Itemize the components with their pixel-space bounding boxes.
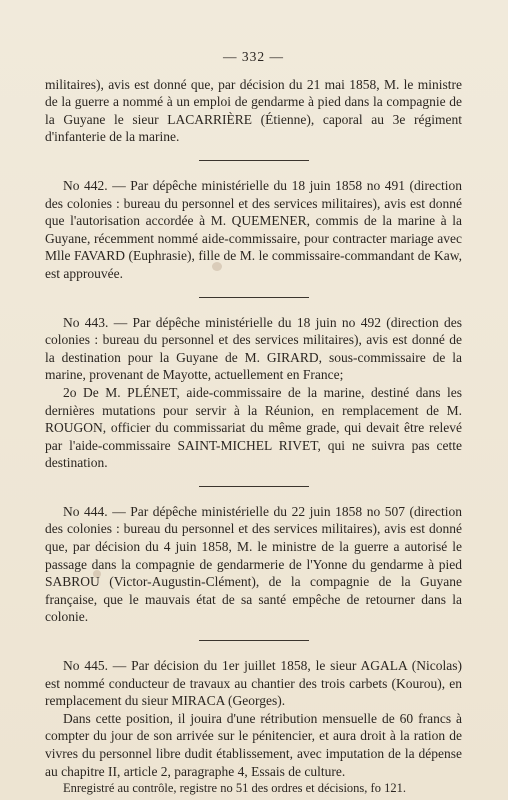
- separator: [199, 297, 309, 298]
- paragraph-442: No 442. — Par dépêche ministérielle du 18 juin 1858 no 491 (direction des colonies : bureau du personnel et des services militaires), avis est donné que l'autorisation accordée à M. QUEMENER, commis de la marine à la Guyane, récemment nommé aide-commissaire, pour contracter mariage avec Mlle FAVARD (Euphrasie), fille de M. le commissaire-commandant de Kaw, est approuvée.: [45, 177, 462, 281]
- separator: [199, 486, 309, 487]
- paragraph-443: No 443. — Par dépêche ministérielle du 18 juin no 492 (direction des colonies : bureau du personnel et des services militaires), avis est donné de la destination pour la Guyane de M. GIRARD, sous-commissaire de la marine, provenant de Mayotte, actuellement en France;: [45, 314, 462, 383]
- separator: [199, 640, 309, 641]
- paragraph-443-part2: 2o De M. PLÉNET, aide-commissaire de la marine, destiné dans les dernières mutations pour servir à la Réunion, en remplacement de M. ROUGON, officier du commissariat du même grade, qui devait être relevé par l'aide-commissaire SAINT-MICHEL RIVET, qui ne suivra pas cette destination.: [45, 384, 462, 471]
- page-number: — 332 —: [223, 49, 284, 64]
- registration-note: Enregistré au contrôle, registre no 51 des ordres et décisions, fo 121.: [63, 781, 406, 796]
- page-text: [45, 48, 462, 798]
- paragraph-continuation: militaires), avis est donné que, par décision du 21 mai 1858, M. le ministre de la guerre a nommé à un emploi de gendarme à pied dans la compagnie de la Guyane le sieur LACARRIÈRE (Étienne), caporal au 3e régiment d'infanterie de la marine.: [45, 76, 462, 145]
- separator: [199, 160, 309, 161]
- paragraph-444: No 444. — Par dépêche ministérielle du 22 juin 1858 no 507 (direction des colonies : bureau du personnel et des services militaires), avis est donné que, par décision du 4 juin 1858, M. le ministre de la guerre a autorisé le passage dans la compagnie de gendarmerie de l'Yonne du gendarme à pied SABROU (Victor-Augustin-Clément), de la compagnie de la Guyane française, que le mauvais état de sa santé empêche de retourner dans la colonie.: [45, 503, 462, 625]
- paragraph-445-part2: Dans cette position, il jouira d'une rétribution mensuelle de 60 francs à compter du jour de son arrivée sur le pénitencier, et aura droit à la ration de vivres du personnel libre dudit établissement, avec imputation de la dépense au chapitre II, article 2, paragraphe 4, Essais de culture.: [45, 710, 462, 779]
- paragraph-445: No 445. — Par décision du 1er juillet 1858, le sieur AGALA (Nicolas) est nommé conducteur de travaux au chantier des trois carbets (Kourou), en remplacement du sieur MIRACA (Georges).: [45, 658, 462, 709]
